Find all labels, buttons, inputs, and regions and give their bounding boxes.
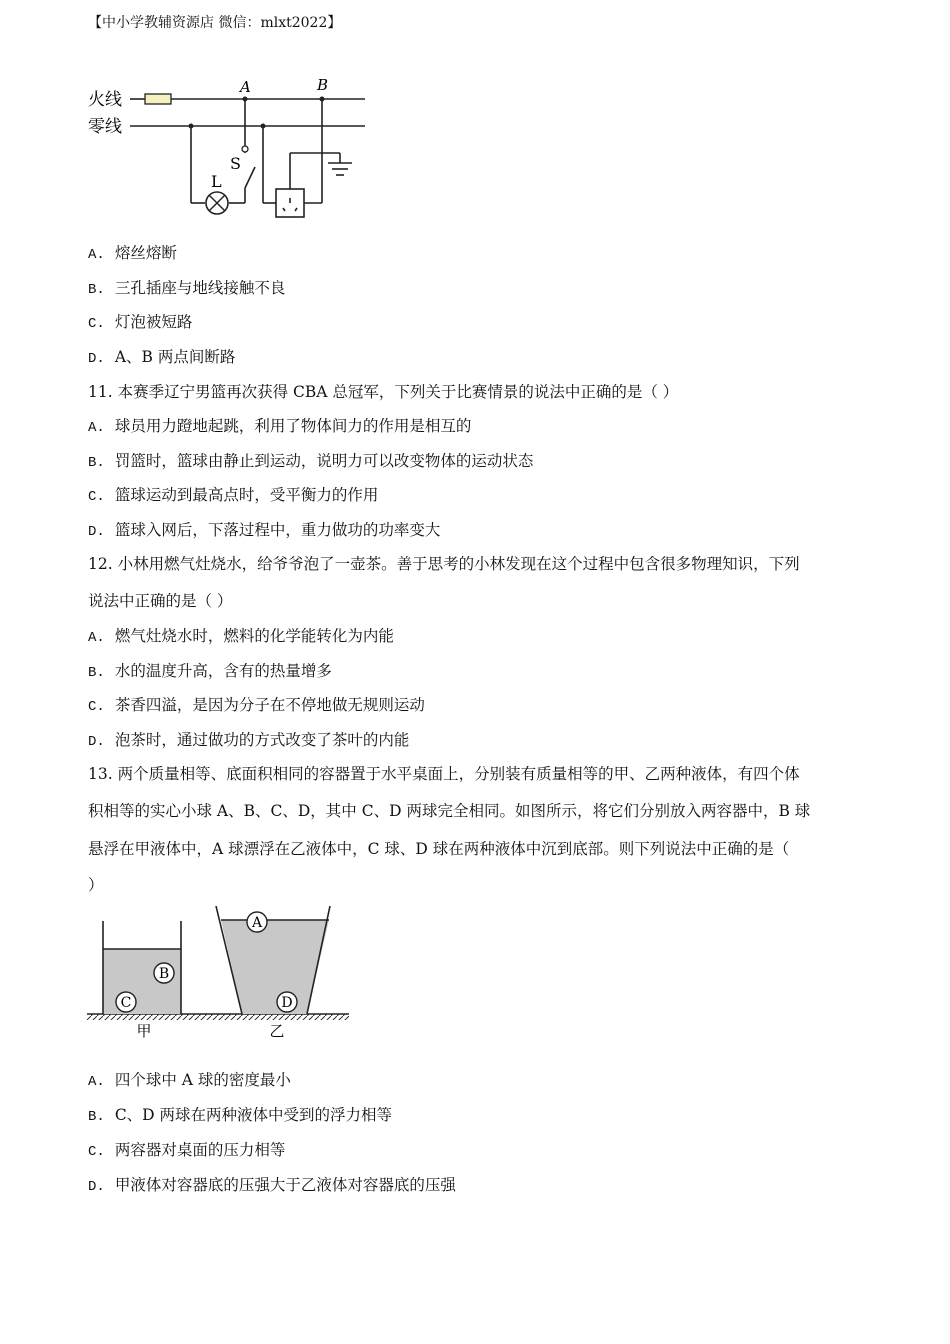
option-text: 熔丝熔断 xyxy=(114,244,177,262)
option-text: 泡茶时，通过做功的方式改变了茶叶的内能 xyxy=(114,731,410,749)
neutral-wire-label: 零线 xyxy=(88,117,122,137)
label-yi: 乙 xyxy=(269,1022,285,1040)
option-letter: B. xyxy=(88,665,105,681)
q13-option-c xyxy=(88,1138,285,1160)
option-letter: D. xyxy=(88,734,105,750)
option-letter: B. xyxy=(88,1109,105,1125)
page-header: 【中小学教辅资源店 微信：mlxt2022】 xyxy=(88,15,342,31)
q12-stem-line1: 12. 小林用燃气灶烧水，给爷爷泡了一壶茶。善于思考的小林发现在这个过程中包含很多物理知识，下列 xyxy=(88,555,800,573)
q13-option-d xyxy=(88,1173,456,1195)
ball-a xyxy=(247,912,267,932)
q10-option-b xyxy=(88,276,285,298)
q13-stem-line4: ） xyxy=(88,876,104,894)
ball-b-label: B xyxy=(158,966,170,982)
q12-stem-line2: 说法中正确的是（ ） xyxy=(88,592,233,610)
q11-option-c xyxy=(88,483,378,505)
option-text: 燃气灶烧水时，燃料的化学能转化为内能 xyxy=(114,627,394,645)
option-letter: C. xyxy=(88,316,105,332)
option-text: 水的温度升高，含有的热量增多 xyxy=(114,662,332,680)
option-text: 四个球中 A 球的密度最小 xyxy=(114,1071,291,1089)
q10-option-d xyxy=(88,345,235,367)
label-jia: 甲 xyxy=(136,1022,152,1040)
point-b-label: B xyxy=(317,76,329,94)
q13-option-a xyxy=(88,1068,291,1090)
option-text: 灯泡被短路 xyxy=(114,313,193,331)
fuse xyxy=(145,94,171,104)
option-letter: B. xyxy=(88,455,105,471)
option-letter: A. xyxy=(88,420,105,436)
q12-option-d xyxy=(88,728,409,750)
option-text: 茶香四溢，是因为分子在不停地做无规则运动 xyxy=(114,696,425,714)
option-text: 篮球运动到最高点时，受平衡力的作用 xyxy=(114,486,379,504)
option-letter: A. xyxy=(88,1074,105,1090)
switch-label: S xyxy=(230,154,241,173)
option-text: 甲液体对容器底的压强大于乙液体对容器底的压强 xyxy=(114,1176,456,1194)
ball-b xyxy=(154,963,174,983)
q12-option-c xyxy=(88,693,425,715)
point-a-label: A xyxy=(240,78,251,96)
option-text: 罚篮时，篮球由静止到运动，说明力可以改变物体的运动状态 xyxy=(114,452,534,470)
q12-option-b xyxy=(88,659,332,681)
option-text: C、D 两球在两种液体中受到的浮力相等 xyxy=(114,1106,393,1124)
q11-option-a xyxy=(88,414,471,436)
three-hole-socket xyxy=(283,198,297,211)
q13-stem-line3: 悬浮在甲液体中，A 球漂浮在乙液体中，C 球、D 球在两种液体中沉到底部。则下列说法中正确的是（ xyxy=(88,840,790,858)
option-letter: D. xyxy=(88,524,105,540)
ball-c xyxy=(116,992,136,1012)
option-letter: A. xyxy=(88,630,105,646)
option-text: 三孔插座与地线接触不良 xyxy=(114,279,286,297)
q13-stem-line1: 13. 两个质量相等、底面积相同的容器置于水平桌面上，分别装有质量相等的甲、乙两种液体，有四个体 xyxy=(88,765,800,783)
q13-option-b xyxy=(88,1103,392,1125)
q10-option-a xyxy=(88,241,177,263)
option-text: 球员用力蹬地起跳，利用了物体间力的作用是相互的 xyxy=(114,417,472,435)
lamp xyxy=(206,192,228,214)
circuit-diagram xyxy=(85,74,375,224)
q13-stem-line2: 积相等的实心小球 A、B、C、D，其中 C、D 两球完全相同。如图所示，将它们分别放入两容器中，B 球 xyxy=(88,802,811,820)
option-letter: C. xyxy=(88,1144,105,1160)
containers-diagram xyxy=(85,902,355,1044)
q11-option-b xyxy=(88,449,533,471)
option-letter: B. xyxy=(88,282,105,298)
q12-option-a xyxy=(88,624,394,646)
option-letter: C. xyxy=(88,489,105,505)
option-letter: D. xyxy=(88,1179,105,1195)
option-letter: D. xyxy=(88,351,105,367)
q11-stem: 11. 本赛季辽宁男篮再次获得 CBA 总冠军，下列关于比赛情景的说法中正确的是（ ） xyxy=(88,383,679,401)
option-letter: C. xyxy=(88,699,105,715)
option-letter: A. xyxy=(88,247,105,263)
lamp-label: L xyxy=(211,172,222,191)
live-wire-label: 火线 xyxy=(88,90,122,110)
ball-d xyxy=(277,992,297,1012)
option-text: A、B 两点间断路 xyxy=(114,348,236,366)
q11-option-d xyxy=(88,518,440,540)
ball-a-label: A xyxy=(251,915,263,931)
q10-option-c xyxy=(88,310,192,332)
option-text: 两容器对桌面的压力相等 xyxy=(114,1141,286,1159)
ball-d-label: D xyxy=(281,995,293,1011)
option-text: 篮球入网后，下落过程中，重力做功的功率变大 xyxy=(114,521,441,539)
ball-c-label: C xyxy=(120,995,132,1011)
